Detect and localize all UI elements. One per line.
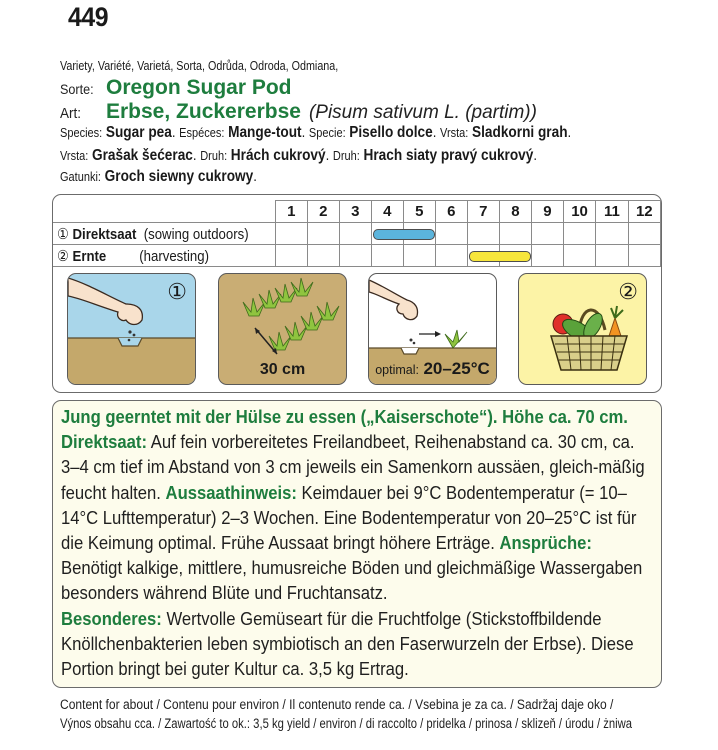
species-value: Grašak šećerac — [91, 147, 193, 164]
month-cell — [563, 223, 595, 245]
month-header: 9 — [531, 201, 563, 223]
species-label: Espéces: — [179, 126, 225, 140]
month-header: 8 — [499, 201, 531, 223]
row-label — [53, 245, 275, 267]
species-value: Hrách cukrový — [230, 147, 326, 164]
step-marker: ② — [618, 279, 638, 304]
harvest-period-bar — [469, 251, 531, 262]
species-value: Sugar pea — [105, 124, 172, 141]
month-cell — [339, 245, 371, 267]
row-spacing-caption: 30 cm — [259, 361, 306, 378]
row-marker: ② — [57, 247, 69, 265]
calendar-corner — [53, 201, 275, 223]
month-header: 6 — [435, 201, 467, 223]
footer-text-1: Content for about / Contenu pour environ / Il contenuto rende ca. / Vsebina je za ca. / Sadržaj daje oko / — [60, 697, 614, 712]
month-cell — [307, 245, 339, 267]
aussaat-text: Keimdauer bei 9°C Bodentemperatur (= 10–14°C Lufttemperatur) 2–3 Wochen. Eine Bodentemperatur von 20–25°C ist für die Keimung optimal. Frühe Aussaat bringt höhere Erträge. — [61, 482, 637, 554]
species-translations-line-2: Vrsta: Grašak šećerac. Druh: Hrách cukrový. Druh: Hrach siaty pravý cukrový. — [60, 147, 538, 164]
footer-line-2 — [60, 716, 718, 731]
species-name-line — [60, 100, 537, 124]
direktsaat-text: Auf fein vorbereitetes Freilandbeet, Reihenabstand ca. 30 cm, ca. 3–4 cm tief im Abstand von 3 cm jeweils ein Samenkorn aussäen, gleich-mäßig feucht halten. — [61, 432, 645, 503]
species-value: Sladkorni grah — [472, 124, 568, 141]
row-translation: (harvesting) — [139, 247, 209, 265]
variety-name-line — [60, 76, 292, 100]
species-label: Specie: — [308, 126, 346, 140]
calendar-row-harvest — [53, 245, 661, 267]
month-cell — [596, 245, 628, 267]
month-cell — [467, 223, 499, 245]
month-header: 1 — [275, 201, 307, 223]
month-header: 11 — [596, 201, 628, 223]
optimal-temperature: 20–25°C — [423, 359, 490, 378]
calendar-header-row — [53, 201, 661, 223]
optimal-label: optimal: — [375, 363, 419, 377]
species-translations-line-3: Gatunki: Groch siewny cukrowy. — [60, 168, 257, 185]
aussaat-label: Aussaathinweis: — [165, 482, 297, 503]
growing-instructions — [52, 400, 662, 688]
row-marker: ① — [57, 225, 69, 243]
month-header: 7 — [467, 201, 499, 223]
variety-labels — [60, 59, 384, 73]
illustration-germination — [368, 273, 497, 385]
species-label: Vrsta: — [60, 149, 89, 163]
month-cell — [275, 245, 307, 267]
headline: Jung geerntet mit der Hülse zu essen („Kaiserschote“). Höhe ca. 70 cm. — [61, 407, 628, 427]
instructions-text — [61, 405, 647, 682]
species-label: Species: — [60, 126, 103, 140]
species-label: Gatunki: — [60, 170, 101, 184]
sorte-label: Sorte: — [60, 81, 94, 97]
species-label: Druh: — [332, 149, 360, 163]
month-cell — [628, 223, 660, 245]
sowing-calendar — [52, 194, 662, 393]
row-name: Ernte — [72, 247, 107, 265]
calendar-row-sowing — [53, 223, 661, 245]
month-cell — [435, 223, 467, 245]
footer-text-2: Výnos obsahu cca. / Zawartość to ok.: 3,5 kg yield / environ / di raccolto / pridelka / prinosa / sklizeň / úrodu / żniwa — [60, 716, 633, 731]
species-translations-line-1: Species: Sugar pea. Espéces: Mange-tout. Specie: Pisello dolce. Vrsta: Sladkorni grah. — [60, 124, 572, 141]
month-cell — [563, 245, 595, 267]
besonderes-label: Besonderes: — [61, 608, 162, 629]
row-name: Direktsaat — [72, 225, 137, 243]
month-header: 3 — [339, 201, 371, 223]
species-value: Hrach siaty pravý cukrový — [363, 147, 534, 164]
sowing-period-bar — [373, 229, 435, 240]
month-header: 5 — [403, 201, 435, 223]
month-header: 10 — [563, 201, 595, 223]
germination-caption — [369, 359, 496, 379]
species-value: Mange-tout — [228, 124, 302, 141]
month-cell — [371, 245, 403, 267]
ansprueche-label: Ansprüche: — [499, 533, 592, 554]
month-cell — [531, 245, 563, 267]
latin-name: (Pisum sativum L. (partim)) — [308, 102, 537, 123]
art-label: Art: — [60, 105, 82, 122]
species-value: Pisello dolce — [349, 124, 433, 141]
month-cell — [403, 245, 435, 267]
variety-labels-text: Variety, Variété, Varietá, Sorta, Odrůda, Odroda, Odmiana, — [60, 59, 339, 73]
species-name: Erbse, Zuckererbse — [106, 100, 301, 123]
direktsaat-label: Direktsaat: — [61, 432, 148, 453]
species-label: Druh: — [200, 149, 228, 163]
illustration-harvest — [518, 273, 647, 385]
month-cell — [499, 223, 531, 245]
month-header: 4 — [371, 201, 403, 223]
month-header: 2 — [307, 201, 339, 223]
month-cell — [307, 223, 339, 245]
month-cell — [339, 223, 371, 245]
month-header: 12 — [628, 201, 660, 223]
besonderes-text: Wertvolle Gemüseart für die Fruchtfolge (Stickstoffbildende Knöllchenbakterien leben symbiotisch an den Faserwurzeln der Erbse). Diese Portion bringt bei guter Kultur ca. 3,5 kg Ertrag. — [61, 608, 634, 680]
row-translation: (sowing outdoors) — [143, 225, 249, 243]
month-cell — [531, 223, 563, 245]
product-number: 449 — [68, 2, 109, 32]
month-cell — [596, 223, 628, 245]
illustration-sowing — [67, 273, 196, 385]
step-marker: ① — [167, 279, 187, 304]
species-label: Vrsta: — [440, 126, 469, 140]
ansprueche-text: Benötigt kalkige, mittlere, humusreiche Böden und gleichmäßige Wassergaben besonders während Blüte und Fruchtansatz. — [61, 558, 643, 604]
month-cell — [628, 245, 660, 267]
footer-line-1 — [60, 697, 675, 712]
species-value: Groch siewny cukrowy — [104, 168, 254, 185]
row-label — [53, 223, 275, 245]
month-cell — [275, 223, 307, 245]
illustration-row-spacing — [218, 273, 347, 385]
variety-name: Oregon Sugar Pod — [106, 76, 292, 99]
calendar-grid — [53, 200, 661, 267]
month-cell — [435, 245, 467, 267]
